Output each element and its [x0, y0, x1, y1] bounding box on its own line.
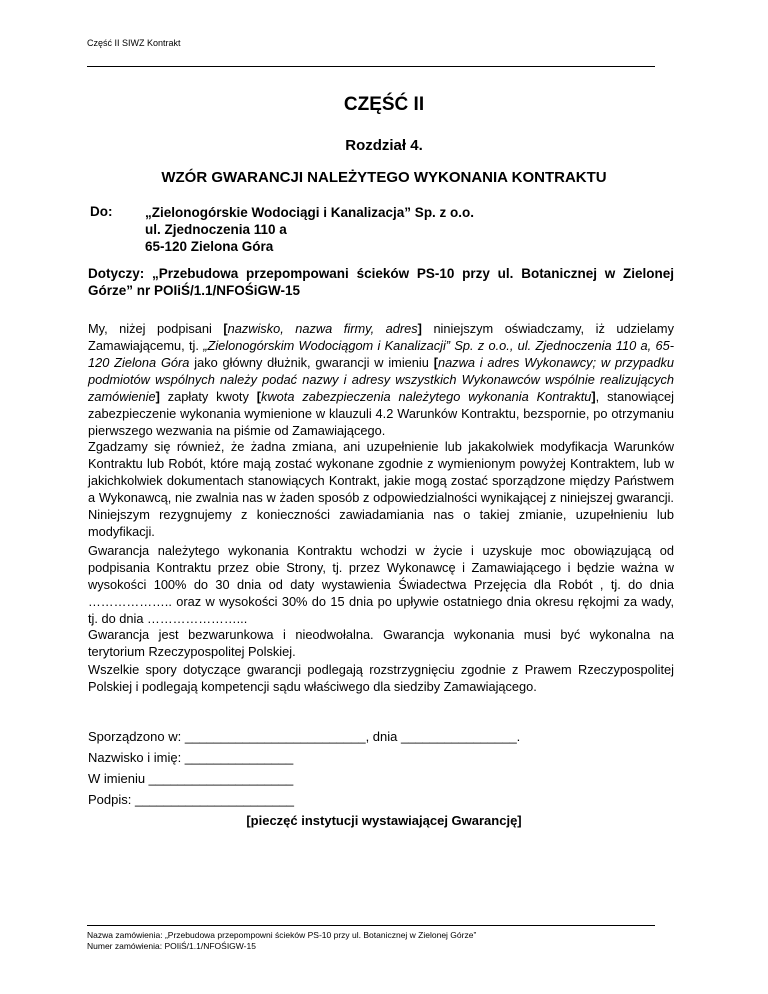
addressee-label: Do:: [90, 204, 113, 219]
paragraph-validity: Gwarancja należytego wykonania Kontraktu wchodzi w życie i uzyskuje moc obowiązującą od podpisania Kontraktu przez obie Strony, tj. przez Wykonawcę i Zamawiającego i będzie ważna w wysokości 100% do 30 dnia od daty wystawienia Świadectwa Przejęcia dla Robót , tj. do dnia ……………….. oraz w wysokości 30% do 15 dnia po upływie ostatniego dnia okresu rękojmi za wady, tj. do dnia …………………...: [88, 543, 674, 626]
paragraph-modifications: Zgadzamy się również, że żadna zmiana, ani uzupełnienie lub jakakolwiek modyfikacja Warunków Kontraktu lub Robót, które mają zostać wykonane zgodnie z wymienionym powyżej Kontraktem, lub w jakichkolwiek dokumentach stanowiących Kontrakt, jakie mogą zostać sporządzone między Państwem a Wykonawcą, nie zwalnia nas w żaden sposób z odpowiedzialności wynikającej z niniejszej gwarancji. Niniejszym rezygnujemy z konieczności zawiadamiania nas o takiej zmianie, uzupełnieniu lub modyfikacji.: [88, 439, 674, 539]
subject-line: Dotyczy: „Przebudowa przepompowani ścieków PS-10 przy ul. Botanicznej w Zielonej Górze” nr POIiŚ/1.1/NFOŚiGW-15: [88, 266, 674, 298]
signature-on-behalf: W imieniu ____________________: [88, 771, 294, 786]
p1-text-5: , stanowiącej zabezpieczenie wykonania wymienione w klauzuli 4.2 Warunków Kontraktu, bezspornie, po otrzymaniu pierwszego wezwania na piśmie od Zamawiającego.: [88, 389, 674, 438]
paragraph-unconditional: Gwarancja jest bezwarunkowa i nieodwołalna. Gwarancja wykonania musi być wykonalna na terytorium Rzeczypospolitej Polskiej.: [88, 627, 674, 659]
p1-text-4: zapłaty kwoty: [159, 389, 257, 404]
footer-rule: [87, 925, 655, 926]
p1-employer-name: „Zielonogórskim Wodociągom i Kanalizacji” Sp. z o.o., ul. Zjednoczenia 110 a, 65-120 Zielona Góra: [88, 338, 674, 370]
p1-bracket-1: [: [223, 321, 228, 336]
p1-text-2: niniejszym oświadczamy, iż udzielamy Zamawiającemu, tj.: [88, 321, 674, 353]
p1-bracket-3: [: [433, 355, 438, 370]
addressee-city: 65-120 Zielona Góra: [145, 239, 274, 254]
p1-bracket-2: ]: [417, 321, 422, 336]
p1-bracket-4: ]: [155, 389, 160, 404]
footer-order-number: Numer zamówienia: POIiŚ/1.1/NFOŚIGW-15: [87, 941, 256, 951]
p1-placeholder-amount: kwota zabezpieczenia należytego wykonania Kontraktu: [261, 389, 592, 404]
p1-placeholder-contractor: nazwa i adres Wykonawcy; w przypadku podmiotów wspólnych należy podać nazwy i adresy wszystkich Wykonawców wspólnie realizujących zamówienie: [88, 355, 674, 404]
stamp-placeholder: [pieczęć instytucji wystawiającej Gwarancję]: [246, 813, 522, 828]
footer-order-name: Nazwa zamówienia: „Przebudowa przepompowni ścieków PS-10 przy ul. Botanicznej w Zielonej Górze”: [87, 930, 477, 940]
header-rule: [87, 66, 655, 67]
p1-text-3: jako główny dłużnik, gwarancji w imieniu: [189, 355, 434, 370]
signature-place-date: Sporządzono w: _________________________, dnia ________________.: [88, 729, 521, 744]
chapter-title: Rozdział 4.: [345, 137, 423, 154]
signature-line: Podpis: ______________________: [88, 792, 295, 807]
paragraph-disputes: Wszelkie spory dotyczące gwarancji podlegają rozstrzygnięciu zgodnie z Prawem Rzeczypospolitej Polskiej i podlegają kompetencji sądu właściwego dla siedziby Zamawiającego.: [88, 662, 674, 694]
addressee-name: „Zielonogórskie Wodociągi i Kanalizacja” Sp. z o.o.: [145, 205, 475, 220]
addressee-block: [145, 204, 474, 255]
p1-text-1: My, niżej podpisani: [88, 321, 224, 336]
page-footer: [87, 930, 476, 952]
addressee-street: ul. Zjednoczenia 110 a: [145, 222, 287, 237]
p1-bracket-6: ]: [591, 389, 596, 404]
document-title: WZÓR GWARANCJI NALEŻYTEGO WYKONANIA KONTRAKTU: [161, 169, 607, 186]
part-title: CZĘŚĆ II: [343, 94, 425, 115]
paragraph-guarantee-statement: [88, 320, 674, 439]
p1-bracket-5: [: [256, 389, 262, 404]
signature-name: Nazwisko i imię: _______________: [88, 750, 294, 765]
page-header: Część II SIWZ Kontrakt: [87, 38, 181, 48]
p1-placeholder-signatory: nazwisko, nazwa firmy, adres: [227, 321, 418, 336]
